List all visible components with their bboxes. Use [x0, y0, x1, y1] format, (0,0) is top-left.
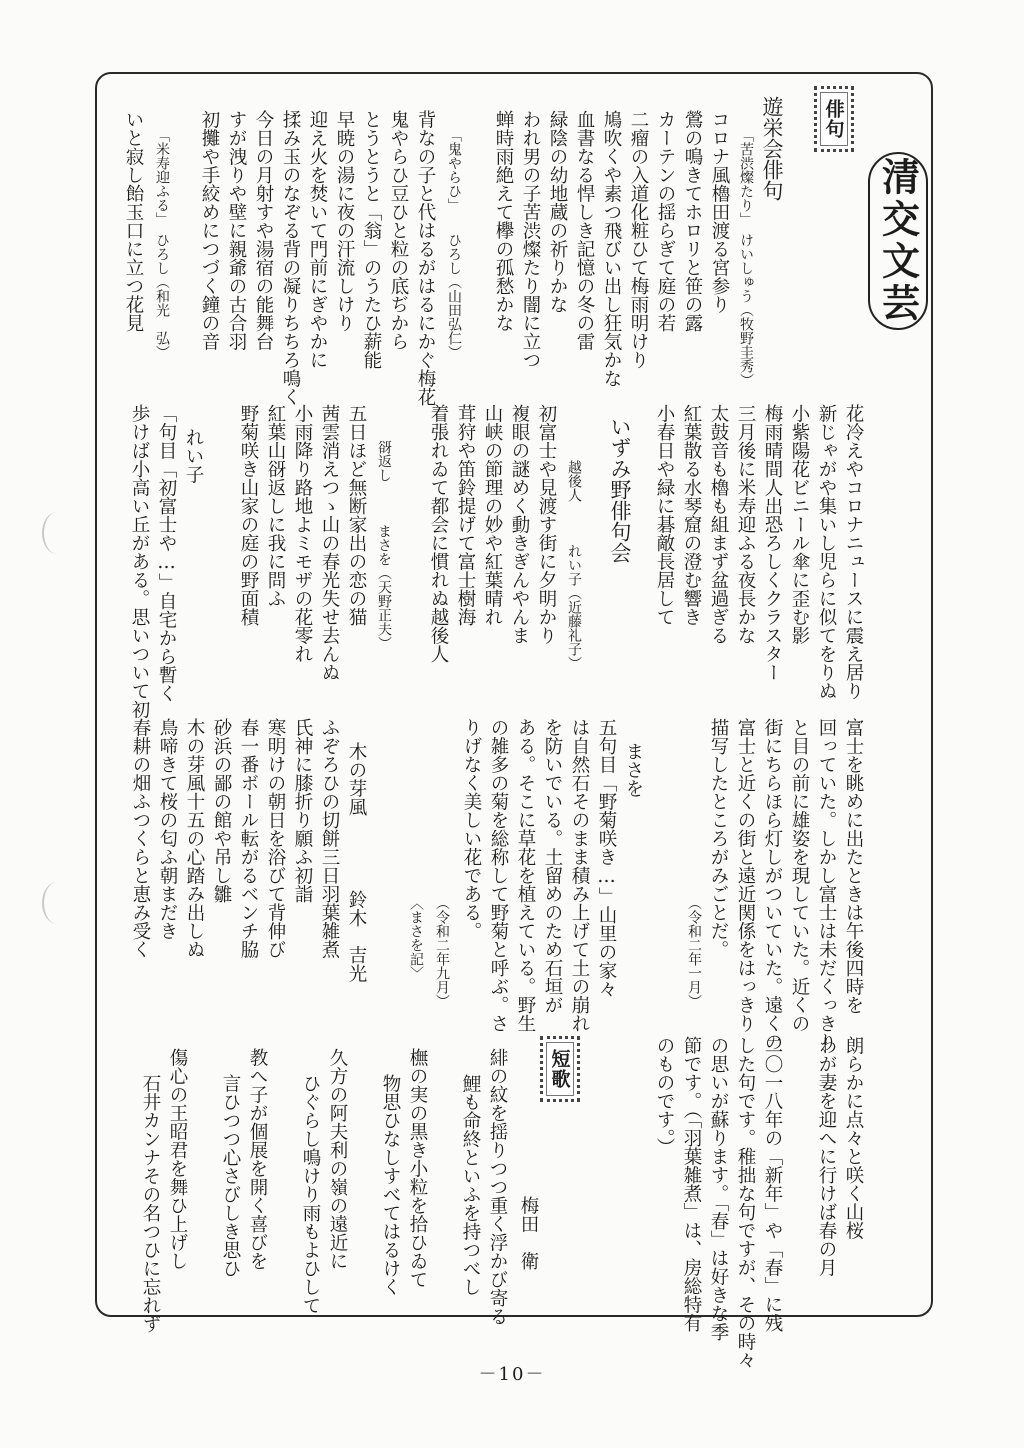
haiku-line: 蝉時雨絶えて欅の孤愁かな: [493, 110, 514, 332]
haiku-line: 春一番ボール転がるベンチ脇: [238, 718, 259, 959]
prose-line: と目の前に雄姿を現していた。近くの: [789, 718, 810, 1033]
author-line: 越後人 れい子（近藤礼子）: [566, 460, 582, 670]
haiku-line: 迎え火を焚いて門前にぎやかに: [307, 110, 328, 369]
haiku-line: 今日の月射すや湯宿の能舞台: [253, 110, 274, 351]
haiku-line: 二瘤の入道化粧ひて梅雨明けり: [628, 110, 649, 369]
haiku-line: 背なの子と代はるがはるにかぐ梅花: [415, 110, 436, 406]
prose-line: りげなく美しい花である。: [461, 718, 482, 940]
haiku-line: 着張れゐて都会に慣れぬ越後人: [428, 404, 449, 663]
author-line: 谺返し まさを（天野正夫）: [376, 440, 392, 650]
prose-line: 富士を眺めに出たときは午後四時を: [843, 718, 864, 1014]
haiku-line: 太鼓音も櫓も組まず盆過ぎる: [708, 404, 729, 645]
prose-line: 回っていた。しかし富士は未だくっきり: [816, 718, 837, 1051]
haiku-line: 複眼の謎めく動きぎんやんま: [509, 404, 530, 645]
haiku-line: 茜雲消えつゝ山の春光失せ去んぬ: [319, 404, 340, 682]
author-line: れい子: [183, 428, 204, 484]
haiku-line: 野菊咲き山家の庭の野面積: [238, 404, 259, 626]
binder-hole-bottom: [42, 882, 72, 924]
haiku-line: 木の芽風十五の心踏み出しぬ: [184, 718, 205, 959]
haiku-line: 五日ほど無断家出の恋の猫: [346, 404, 367, 626]
haiku-line: 紅葉山谺返しに我に問ふ: [265, 404, 286, 608]
haiku-line: 梅雨晴間人出恐ろしくクラスター: [762, 404, 783, 682]
haiku-line: すが洩りや壁に親爺の古合羽: [226, 110, 247, 351]
haiku-line: 揉み玉のなぞる背の凝りちちろ鳴く: [280, 110, 301, 406]
haiku-line: いと寂し飴玉口に立つ花見: [123, 110, 144, 332]
author-line: 木の芽風 鈴木 吉光: [346, 742, 367, 983]
tanka-line: 鯉も命終といふを持つべし: [460, 1074, 481, 1296]
prose-line: 二〇一八年の「新年」や「春」に残: [762, 1036, 783, 1332]
tanka-line: 教へ子が個展を開く喜びを: [247, 1048, 268, 1270]
haiku-line: 寒明けの朝日を浴びて背伸び: [265, 718, 286, 959]
prose-line: は自然石そのまま積み上げて土の崩れ: [569, 718, 590, 1033]
prose-line: 描写したところがみごとだ。: [708, 718, 729, 959]
prose-line: した句です。稚拙な句ですが、その時々: [735, 1036, 756, 1369]
tanka-line: 緋の紋を揺りつつ重く浮かび寄る: [487, 1048, 508, 1326]
haiku-line: 花冷えやコロナニュースに震え居り: [843, 404, 864, 700]
page-number: －10－: [478, 1364, 546, 1385]
prose-line: の雑多の菊を総称して野菊と呼ぶ。さ: [488, 718, 509, 1033]
haiku-line: 早暁の湯に夜の汗流しけり: [334, 110, 355, 332]
haiku-line: 鳩吹くや素つ飛びい出し狂気かな: [601, 110, 622, 388]
prose-line: の思いが蘇ります。「春」は好きな季: [708, 1036, 729, 1342]
author-line: 「米寿迎ふる」 ひろし（和光 弘）: [154, 128, 170, 359]
date-note: （令和二年一月）: [686, 896, 702, 1008]
haiku-line: 春耕の畑ふつくらと恵み受く: [130, 718, 151, 959]
section-heading: いずみ野俳句会: [608, 416, 632, 563]
prose-line: 富士と近くの街と遠近関係をはっきり: [735, 718, 756, 1033]
author-line: 「鬼やらひ」 ひろし（山田弘仁）: [446, 128, 462, 359]
author-line: 梅田 衛: [518, 1196, 539, 1270]
haiku-line: 朗らかに点々と咲く山桜: [843, 1036, 864, 1240]
haiku-line: 小春日や緑に碁敵長居して: [654, 404, 675, 626]
haiku-line: 氏神に膝折り願ふ初詣: [292, 718, 313, 903]
page-title: 清交文芸: [868, 152, 928, 330]
haiku-line: 初攤や手絞めにつづく鐘の音: [199, 110, 220, 351]
date-note: （令和二年九月）: [434, 896, 450, 1008]
haiku-line: 砂浜の鄙の館や吊し雛: [211, 718, 232, 903]
haiku-line: 鬼やらひ豆ひと粒の底ぢから: [388, 110, 409, 351]
prose-line: ある。そこに草花を植えている。野生: [515, 718, 536, 1033]
haiku-line: 小雨降り路地よミモザの花零れ: [292, 404, 313, 663]
haiku-line: カーテンの揺らぎて庭の若: [655, 110, 676, 332]
haiku-section-badge: 俳句: [814, 86, 854, 152]
prose-line: 節です。（「羽葉雑煮」は、房総特有: [681, 1036, 702, 1332]
haiku-line: 初富士や見渡す街に夕明かり: [536, 404, 557, 645]
haiku-line: われ男の子苦渋燦たり闇に立つ: [520, 110, 541, 369]
haiku-line: ふぞろひの切餅三日羽葉雑煮: [319, 718, 340, 959]
tanka-line: 橅の実の黒き小粒を拾ひゐて: [407, 1048, 428, 1289]
tanka-line: ひぐらし鳴けり雨もよひして: [300, 1074, 321, 1315]
author-line: 「苦渋燦たり」 けいしゅう（牧野圭秀）: [738, 128, 754, 387]
haiku-line: 小紫陽花ビニール傘に歪む影: [789, 404, 810, 645]
haiku-line: 鳥啼きて桜の匂ふ朝まだき: [157, 718, 178, 940]
haiku-line: 緑陰の幼地蔵の祈りかな: [547, 110, 568, 314]
haiku-line: 血書なる悍しき記憶の冬の雷: [574, 110, 595, 351]
prose-line: 街にちらほら灯しがついていた。遠くの: [762, 718, 783, 1051]
haiku-line: 山峡の節理の妙や紅葉晴れ: [482, 404, 503, 626]
haiku-line: 茸狩や笛鈴提げて富士樹海: [455, 404, 476, 626]
tanka-line: 言ひつつ心さびしき思ひ: [220, 1074, 241, 1278]
prose-line: を防いでいる。土留めのため石垣が: [542, 718, 563, 1014]
haiku-line: 鶯の鳴きてホロリと笹の露: [682, 110, 703, 332]
author-line: まさを: [623, 742, 644, 798]
haiku-line: コロナ風櫓田渡る宮参り: [709, 110, 730, 314]
tanka-line: 石井カンナその名つひに忘れず: [140, 1074, 161, 1333]
binder-hole-top: [42, 512, 72, 554]
prose-line: 五句目「野菊咲き…」山里の家々: [596, 718, 617, 998]
haiku-line: 三月後に米寿迎ふる夜長かな: [735, 404, 756, 645]
haiku-line: 新じゃがや集いし児らに似てをりぬ: [816, 404, 837, 700]
tanka-line: 物思ひなしすべてはるけく: [380, 1074, 401, 1296]
tanka-line: 傷心の王昭君を舞ひ上げし: [167, 1048, 188, 1270]
haiku-line: とうとうと「翁」のうたひ薪能: [361, 110, 382, 369]
prose-line: 歩けば小高い丘がある。思いついて初: [129, 404, 150, 719]
section-heading: 遊栄会俳句: [760, 96, 784, 201]
tanka-section-badge: 短歌: [540, 1036, 580, 1102]
prose-line: 「句目「初富士や…」自宅から暫く: [156, 404, 177, 703]
tanka-line: 久方の阿夫利の嶺の遠近に: [327, 1048, 348, 1270]
haiku-line: 紅葉散る水琴窟の澄む響き: [681, 404, 702, 626]
prose-line: のものです。）: [654, 1036, 675, 1157]
signature-note: 〈まさを記〉: [408, 896, 424, 980]
haiku-line: わが妻を迎へに行けば春の月: [816, 1036, 837, 1277]
